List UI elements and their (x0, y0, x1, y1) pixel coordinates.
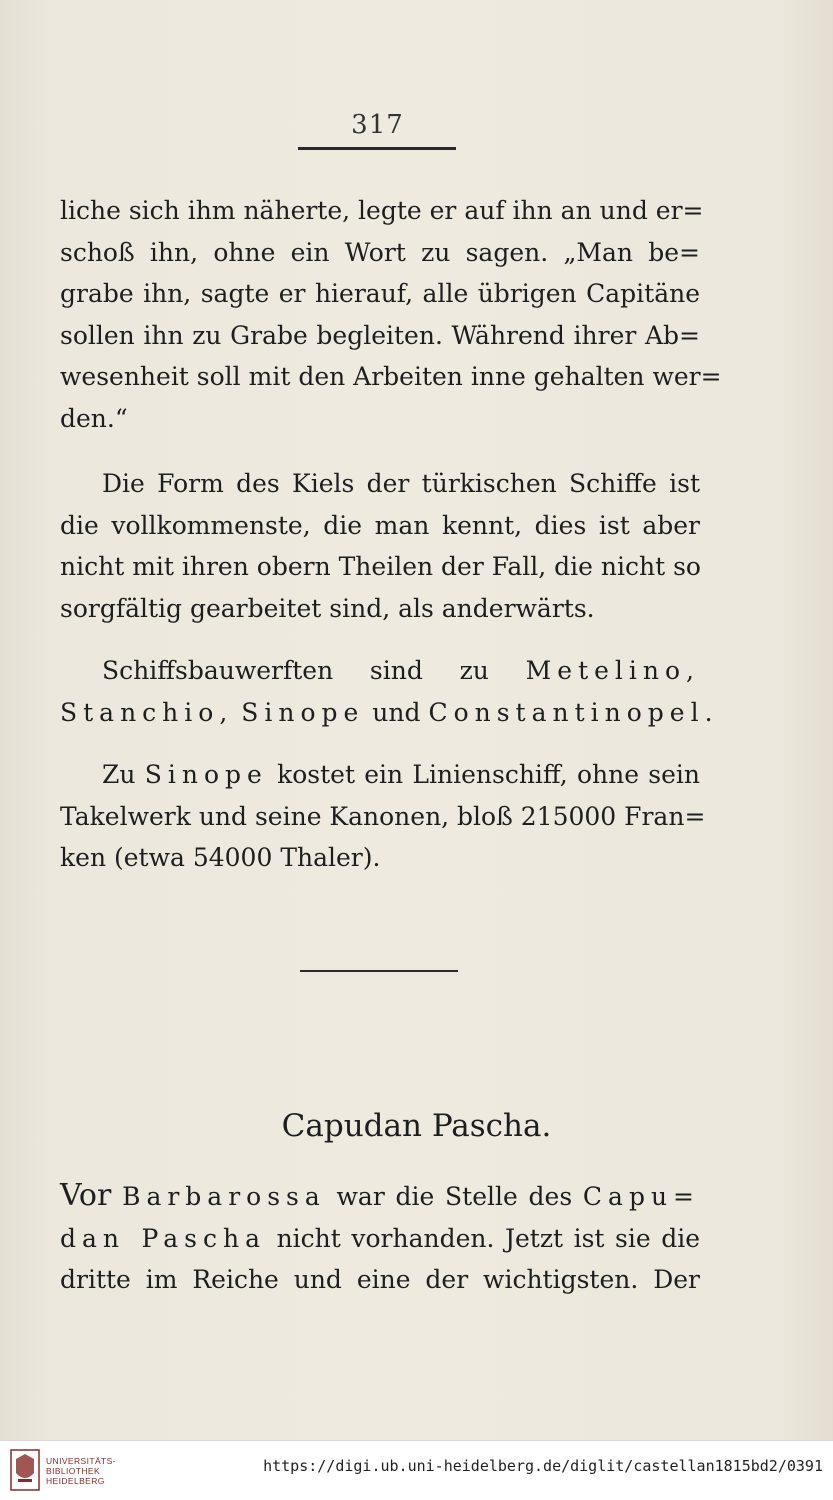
text-span: kostet ein Linienschiff, ohne sein (277, 760, 701, 789)
paragraph-1 (60, 190, 722, 439)
title-name: dan Pascha (60, 1223, 266, 1253)
title-name: Capu= (582, 1182, 701, 1211)
text-line: liche sich ihm näherte, legte er auf ihn an und er= (60, 196, 704, 225)
text-line (60, 1175, 700, 1218)
text-line: nicht mit ihren obern Theilen der Fall, die nicht so (60, 552, 701, 581)
place-name: Constantinopel. (428, 697, 719, 727)
place-name: Sinope (144, 760, 268, 789)
text-line (60, 754, 700, 796)
text-line: grabe ihn, sagte er hierauf, alle übrigen Capitäne (60, 279, 700, 308)
text-span: Zu (102, 760, 136, 789)
paragraph-4 (60, 754, 706, 879)
library-logo-text (46, 1456, 116, 1486)
person-name: Barbarossa (122, 1182, 326, 1211)
text-line (60, 1218, 700, 1260)
place-name: Stanchio, (60, 697, 234, 727)
paragraph-5 (60, 1175, 700, 1301)
text-span: und (372, 697, 421, 727)
text-line: Takelwerk und seine Kanonen, bloß 215000 Fran= (60, 801, 706, 831)
logo-line: BIBLIOTHEK (46, 1466, 101, 1476)
paragraph-3 (60, 650, 719, 733)
text-line: sollen ihn zu Grabe begleiten. Während ihrer Ab= (60, 320, 700, 350)
paragraph-2 (60, 463, 700, 629)
text-line (60, 650, 700, 692)
text-line: den.“ (60, 403, 128, 433)
text-line: ken (etwa 54000 Thaler). (60, 843, 381, 872)
text-line: dritte im Reiche und eine der wichtigsten. Der (60, 1265, 700, 1294)
footer-bar (0, 1440, 833, 1500)
text-line: sorgfältig gearbeitet sind, als anderwärts. (60, 593, 595, 623)
text-span: Vor (60, 1178, 112, 1213)
text-line: wesenheit soll mit den Arbeiten inne gehalten wer= (60, 362, 722, 391)
logo-line: UNIVERSITÄTS- (46, 1456, 116, 1466)
text-span: war die Stelle des (336, 1182, 573, 1211)
text-line: schoß ihn, ohne ein Wort zu sagen. „Man be= (60, 237, 700, 267)
page-number: 317 (351, 110, 404, 140)
university-seal-icon (10, 1449, 40, 1491)
section-separator (300, 970, 458, 972)
source-url-link[interactable]: https://digi.ub.uni-heidelberg.de/diglit/castellan1815bd2/0391 (263, 1457, 823, 1475)
place-name: Sinope (241, 697, 365, 727)
text-span: Schiffsbauwerften sind zu (102, 656, 489, 685)
text-line: Die Form des Kiels der türkischen Schiffe ist (102, 469, 700, 498)
text-line (60, 692, 719, 734)
place-name: Metelino, (525, 656, 700, 685)
section-title: Capudan Pascha. (281, 1108, 552, 1144)
text-span: nicht vorhanden. Jetzt ist sie die (276, 1223, 700, 1253)
logo-line: HEIDELBERG (46, 1476, 105, 1486)
text-line: die vollkommenste, die man kennt, dies ist aber (60, 510, 700, 540)
header-rule (298, 147, 456, 150)
